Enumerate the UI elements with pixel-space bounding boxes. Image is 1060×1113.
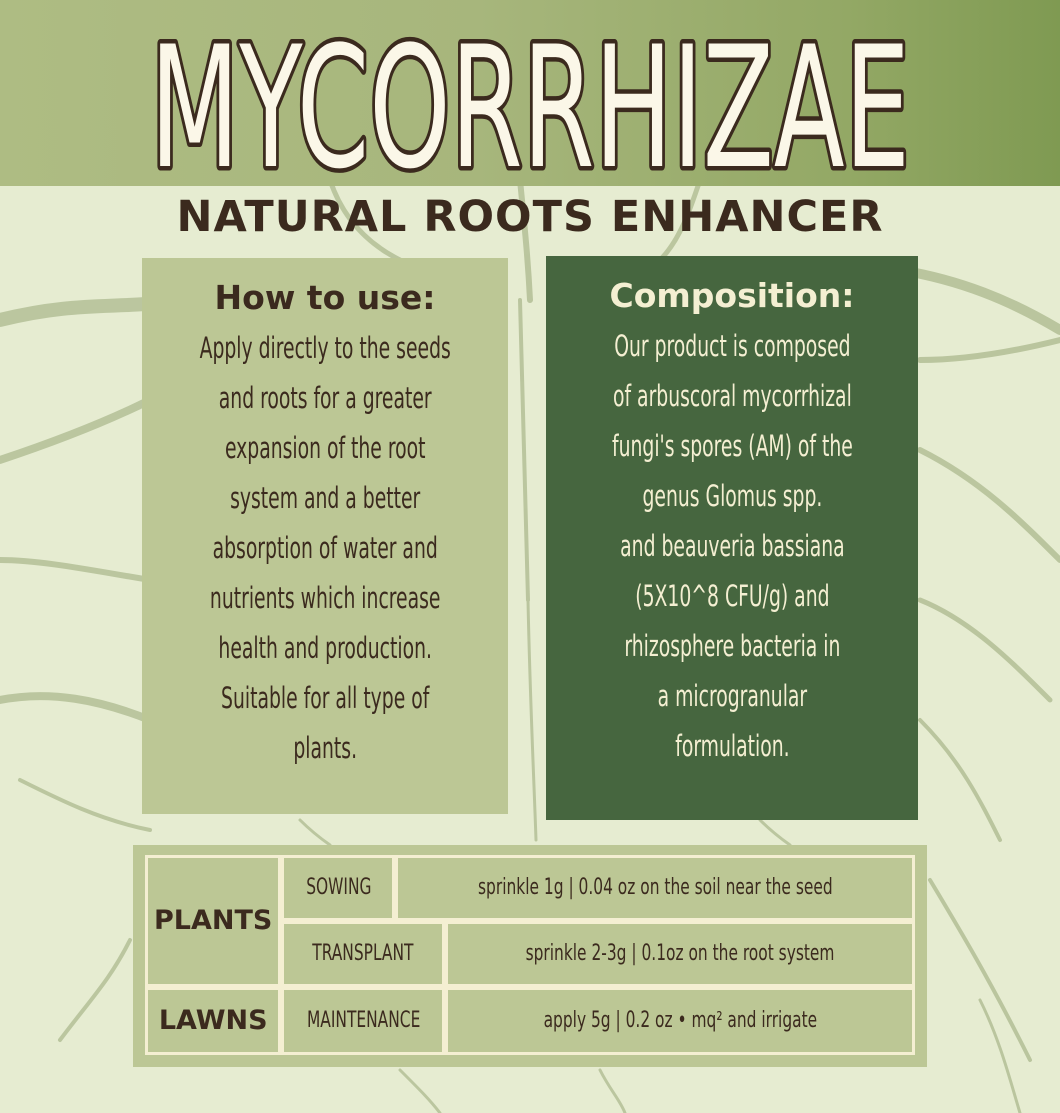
how-to-use-line: absorption of water and bbox=[212, 531, 438, 565]
lawns-category-cell bbox=[145, 987, 281, 1055]
sowing-instruction-cell bbox=[395, 855, 915, 921]
composition-line: a microgranular bbox=[657, 679, 807, 713]
transplant-instruction-cell bbox=[445, 921, 915, 987]
lawns-label: LAWNS bbox=[158, 1005, 268, 1037]
composition-line: Our product is composed bbox=[613, 329, 851, 363]
composition-line: (5X10^8 CFU/g) and bbox=[634, 579, 830, 613]
dosage-table bbox=[145, 855, 915, 1055]
how-to-use-line: Suitable for all type of bbox=[220, 681, 430, 715]
how-to-use-line: nutrients which increase bbox=[209, 581, 441, 615]
subtitle: NATURAL ROOTS ENHANCER bbox=[176, 192, 884, 242]
dosage-table-panel bbox=[133, 845, 927, 1067]
page-title: MYCORRHIZAE bbox=[150, 10, 910, 200]
sowing-stage-cell bbox=[281, 855, 395, 921]
composition-line: fungi's spores (AM) of the bbox=[611, 429, 853, 463]
transplant-instruction: sprinkle 2-3g | 0.1oz on the root system bbox=[525, 941, 835, 967]
composition-line: rhizosphere bacteria in bbox=[623, 629, 841, 663]
composition-line: and beauveria bassiana bbox=[619, 529, 845, 563]
plants-label: PLANTS bbox=[154, 905, 273, 937]
transplant-stage-label: TRANSPLANT bbox=[312, 941, 414, 967]
sowing-instruction: sprinkle 1g | 0.04 oz on the soil near the seed bbox=[477, 875, 833, 901]
composition-line: of arbuscoral mycorrhizal bbox=[612, 379, 852, 413]
composition-line: genus Glomus spp. bbox=[642, 479, 822, 513]
composition-text bbox=[545, 321, 920, 771]
table-row bbox=[145, 987, 915, 1055]
how-to-use-panel bbox=[142, 258, 508, 814]
table-row bbox=[145, 855, 915, 921]
transplant-stage-cell bbox=[281, 921, 445, 987]
how-to-use-line: health and production. bbox=[218, 631, 432, 665]
maintenance-stage-label: MAINTENANCE bbox=[306, 1008, 420, 1034]
composition-line: formulation. bbox=[674, 729, 790, 763]
maintenance-stage-cell bbox=[281, 987, 445, 1055]
title-wordmark bbox=[0, 0, 1060, 200]
how-to-use-line: and roots for a greater bbox=[218, 381, 432, 415]
maintenance-instruction-cell bbox=[445, 987, 915, 1055]
how-to-use-line: system and a better bbox=[229, 481, 421, 515]
how-to-use-heading: How to use: bbox=[214, 278, 436, 317]
composition-heading: Composition: bbox=[609, 276, 855, 315]
plants-category-cell bbox=[145, 855, 281, 987]
sowing-stage-label: SOWING bbox=[305, 875, 371, 901]
composition-panel bbox=[546, 256, 918, 820]
how-to-use-line: plants. bbox=[293, 731, 357, 765]
how-to-use-text bbox=[141, 323, 510, 773]
how-to-use-line: expansion of the root bbox=[224, 431, 426, 465]
how-to-use-line: Apply directly to the seeds bbox=[199, 331, 451, 365]
maintenance-instruction: apply 5g | 0.2 oz • mq² and irrigate bbox=[543, 1008, 817, 1034]
